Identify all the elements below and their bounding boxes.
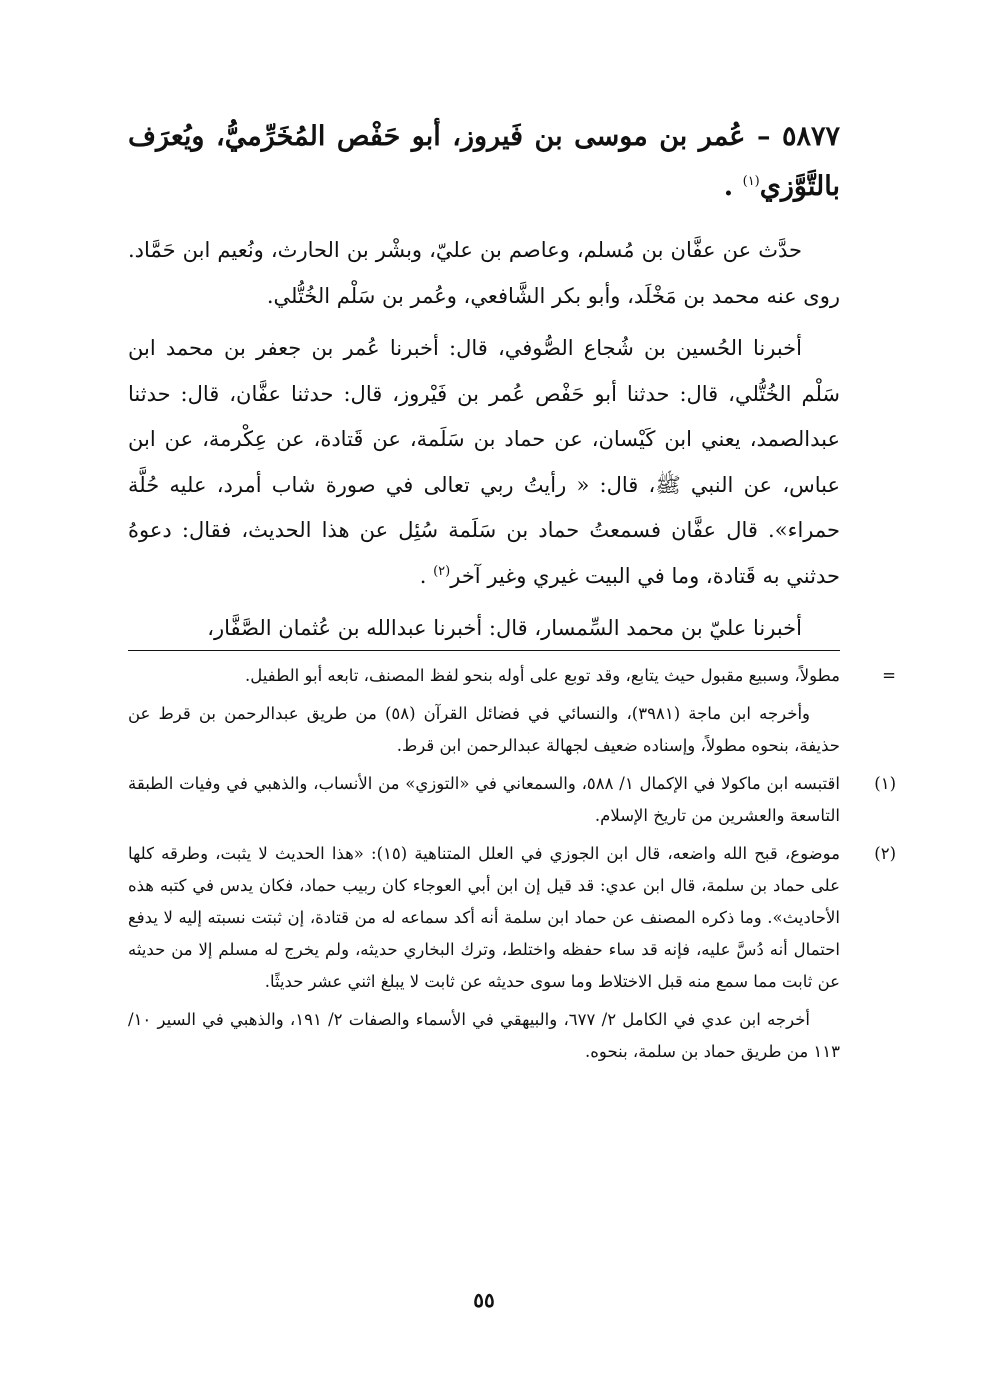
footnotes	[128, 660, 896, 1074]
footnote-continuation-2: وأخرجه ابن ماجة (٣٩٨١)، والنسائي في فضائل القرآن (٥٨) من طريق عبدالرحمن بن قرط عن حذيفة، بنحوه مطولاً، وإسناده ضعيف لجهالة عبدالرحمن ابن قرط.	[128, 704, 840, 755]
entry-heading	[128, 112, 840, 212]
footnote-1	[128, 768, 896, 832]
footnote-separator	[128, 650, 840, 651]
footnote-continuation	[128, 660, 896, 692]
paragraph-narrators: حدَّث عن عفَّان بن مُسلم، وعاصم بن عليّ، وبشْر بن الحارث، ونُعيم ابن حَمَّاد. روى عنه محمد بن مَخْلَد، وأبو بكر الشَّافعي، وعُمر بن سَلْم الخُتُّلي.	[128, 238, 840, 308]
footnote-ref-2: (٢)	[433, 563, 451, 579]
paragraph-hadith	[128, 326, 840, 599]
footnote-2-text-continued: أخرجه ابن عدي في الكامل ٢/ ٦٧٧، والبيهقي في الأسماء والصفات ٢/ ١٩١، والذهبي في السير ١٠/ ١١٣ من طريق حماد بن سلمة، بنحوه.	[128, 1010, 840, 1061]
entry-number: ٥٨٧٧	[781, 121, 840, 152]
footnote-2	[128, 838, 896, 998]
page-number: ٥٥	[473, 1288, 495, 1312]
footnote-1-number: (١)	[874, 774, 896, 793]
footnote-1-text: اقتبسه ابن ماكولا في الإكمال ١/ ٥٨٨، والسمعاني في «التوزي» من الأنساب، والذهبي في وفيات الطبقة التاسعة والعشرين من تاريخ الإسلام.	[128, 774, 840, 825]
continuation-marker: =	[882, 666, 896, 685]
paragraph-chain: أخبرنا عليّ بن محمد السِّمسار، قال: أخبرنا عبدالله بن عُثمان الصَّفَّار،	[207, 616, 802, 640]
entry-title: – عُمر بن موسى بن فَيروز، أبو حَفْص المُخَرِّميُّ، ويُعرَف بالتَّوَّزي	[128, 121, 840, 202]
footnote-2-number: (٢)	[874, 844, 896, 863]
paragraph-hadith-text: أخبرنا الحُسين بن شُجاع الصُّوفي، قال: أخبرنا عُمر بن جعفر بن محمد ابن سَلْم الخُتُّلي، قال: حدثنا أبو حَفْص عُمر بن فَيْروز، قال: حدثنا عفَّان، قال: حدثنا عبدالصمد، يعني ابن كَيْسان، عن حماد بن سَلَمة، عن قَتادة، عن عِكْرمة، عن ابن عباس، عن النبي ﷺ، قال: « رأيتُ ربي تعالى في صورة شاب أمرد، عليه حُلَّة حمراء». قال عفَّان فسمعتُ حماد بن سَلَمة سُئِل عن هذا الحديث، فقال: دعوهُ حدثني به قَتادة، وما في البيت غيري وغير آخر	[128, 336, 840, 588]
entry-end-mark: .	[723, 171, 743, 202]
footnote-2-text: موضوع، قبح الله واضعه، قال ابن الجوزي في العلل المتناهية (١٥): «هذا الحديث لا يثبت، وطرقه كلها على حماد بن سلمة، قال ابن عدي: قد قيل إن ابن أبي العوجاء كان ربيب حماد، فكان يدس في كتبه هذه الأحاديث». وما ذكره المصنف عن حماد ابن سلمة أنه أكد سماعه له من قتادة، إن ثبتت نسبته إليه لا يدفع احتمال أنه دُسَّ عليه، فإنه قد ساء حفظه واختلط، وترك البخاري حديثه، ولم يخرج له مسلم إلا من حديثه عن ثابت مما سمع منه قبل الاختلاط وما سوى حديثه عن ثابت لا يبلغ اثني عشر حديثًا.	[128, 844, 840, 991]
footnote-ref-1: (١)	[742, 174, 760, 189]
continuation-text-1: مطولاً، وسبيع مقبول حيث يتابع، وقد توبع على أوله بنحو لفظ المصنف، تابعه أبو الطفيل.	[245, 666, 840, 685]
paragraph-hadith-end: .	[419, 563, 434, 588]
main-text	[128, 228, 840, 659]
document-page	[128, 0, 896, 1398]
